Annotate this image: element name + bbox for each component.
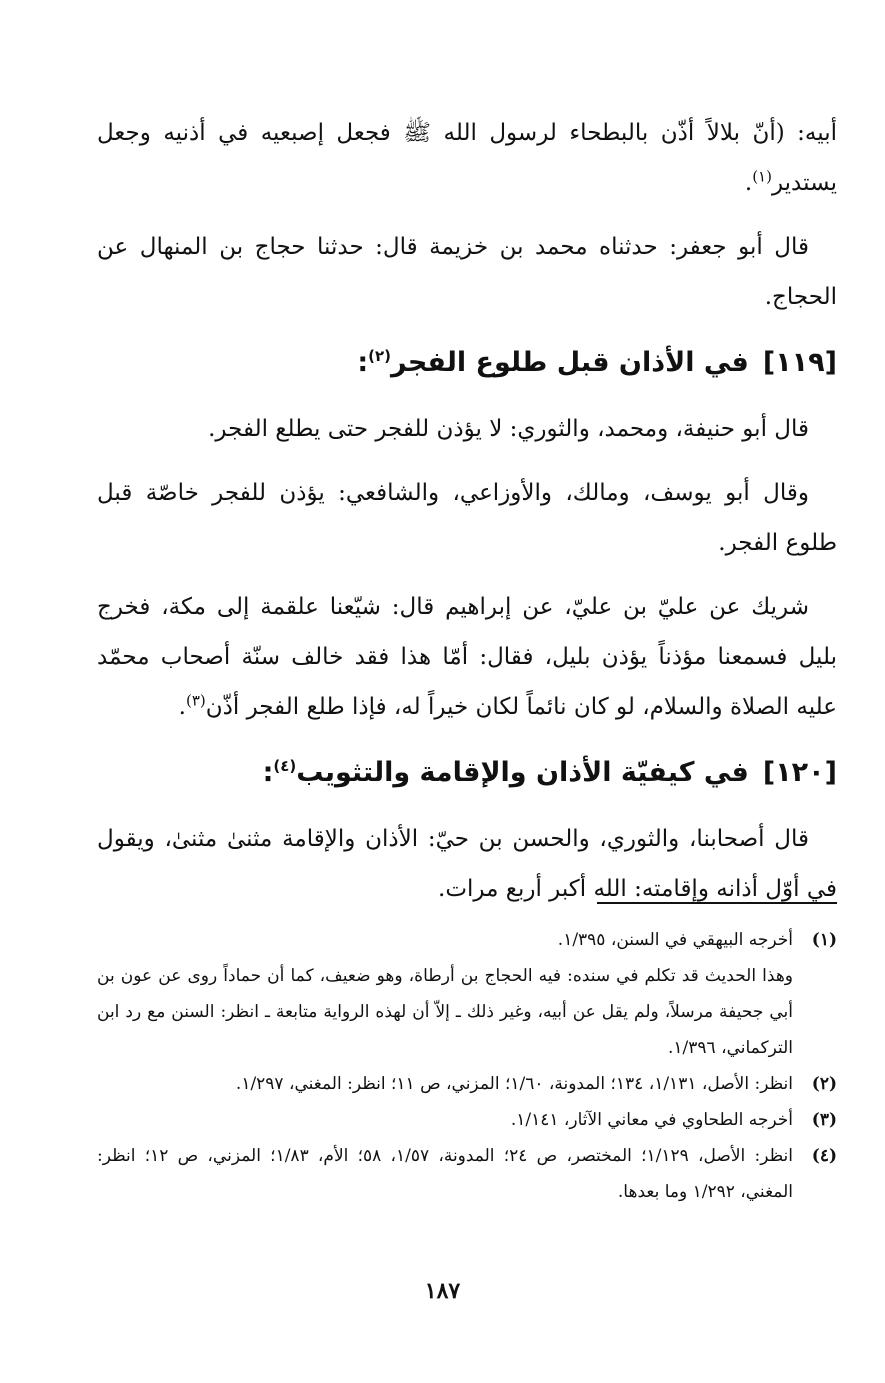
- footnote-ref-2: (٢): [368, 347, 392, 365]
- footnote-ref-3: (٣): [185, 691, 206, 710]
- section-title-120: في كيفيّة الأذان والإقامة والتثويب: [296, 757, 749, 788]
- section-number-119: [١١٩]: [762, 347, 837, 378]
- footnote-line: وهذا الحديث قد تكلم في سنده: فيه الحجاج بن أرطاة، وهو ضعيف، كما أن حماداً روى عن عون بن أبي جحيفة مرسلاً، ولم يقل عن أبيه، وغير ذلك ـ إلاّ أن لهذه الرواية متابعة ـ انظر: السنن مع رد ابن التركماني، ١/٣٩٦.: [97, 966, 793, 1058]
- footnote-line: أخرجه الطحاوي في معاني الآثار، ١/١٤١.: [510, 1110, 793, 1130]
- section-title-119: في الأذان قبل طلوع الفجر: [391, 347, 749, 378]
- footnote-mark: (٢): [811, 1074, 837, 1094]
- paragraph-2: قال أبو جعفر: حدثناه محمد بن خزيمة قال: حدثنا حجاج بن المنهال عن الحجاج.: [97, 234, 837, 310]
- paragraph-3: قال أبو حنيفة، ومحمد، والثوري: لا يؤذن للفجر حتى يطلع الفجر.: [208, 416, 809, 442]
- footnote-mark: (١): [811, 930, 837, 950]
- footnote-mark: (٣): [811, 1110, 837, 1130]
- footnote-line: انظر: الأصل، ١/١٢٩؛ المختصر، ص ٢٤؛ المدونة، ١/٥٧، ٥٨؛ الأم، ١/٨٣؛ المزني، ص ١٢؛ انظر: المغني، ١/٢٩٢ وما بعدها.: [97, 1146, 793, 1202]
- paragraph-1-end: .: [744, 170, 753, 196]
- footnote-4: [97, 1138, 837, 1210]
- section-heading-119: [97, 336, 837, 390]
- paragraph-1-text: أبيه: (أنّ بلالاً أذّن بالبطحاء لرسول الله ﷺ فجعل إصبعيه في أذنيه وجعل يستدير: [97, 120, 837, 196]
- paragraph-6: قال أصحابنا، والثوري، والحسن بن حيّ: الأذان والإقامة مثنىٰ مثنىٰ، ويقول في أوّل أذانه وإقامته: الله أكبر أربع مرات.: [97, 826, 837, 902]
- footnote-1: [97, 922, 837, 1066]
- section-heading-119-colon: :: [357, 347, 369, 378]
- paragraph-1: [97, 108, 837, 208]
- footnote-line: أخرجه البيهقي في السنن، ١/٣٩٥.: [557, 930, 793, 950]
- footnote-2: [97, 1066, 837, 1102]
- footnote-body: [97, 1138, 793, 1210]
- paragraph-4: وقال أبو يوسف، ومالك، والأوزاعي، والشافعي: يؤذن للفجر خاصّة قبل طلوع الفجر.: [97, 480, 837, 556]
- footnote-ref-4: (٤): [273, 757, 297, 775]
- footnote-ref-1: (١): [752, 167, 772, 186]
- section-heading-120-colon: :: [262, 757, 274, 788]
- section-number-120: [١٢٠]: [762, 757, 837, 788]
- footnote-body: [97, 1102, 793, 1138]
- footnote-body: [97, 1066, 793, 1102]
- page-number: ١٨٧: [424, 1278, 461, 1304]
- footnote-line: انظر: الأصل، ١/١٣١، ١٣٤؛ المدونة، ١/٦٠؛ المزني، ص ١١؛ انظر: المغني، ١/٢٩٧.: [235, 1074, 793, 1094]
- footnotes: [97, 922, 837, 1210]
- paragraph-5-text: شريك عن عليّ بن عليّ، عن إبراهيم قال: شيّعنا علقمة إلى مكة، فخرج بليل فسمعنا مؤذناً يؤذن بليل، فقال: أمّا هذا فقد خالف سنّة أصحاب محمّد عليه الصلاة والسلام، لو كان نائماً لكان خيراً له، فإذا طلع الفجر أذّن: [97, 594, 837, 720]
- footnote-separator: [597, 902, 837, 904]
- footnote-3: [97, 1102, 837, 1138]
- main-text: [97, 108, 837, 928]
- paragraph-5: [97, 582, 837, 732]
- footnote-mark: (٤): [811, 1146, 837, 1166]
- paragraph-5-end: .: [178, 694, 186, 720]
- section-heading-120: [97, 746, 837, 800]
- footnote-body: [97, 922, 793, 1066]
